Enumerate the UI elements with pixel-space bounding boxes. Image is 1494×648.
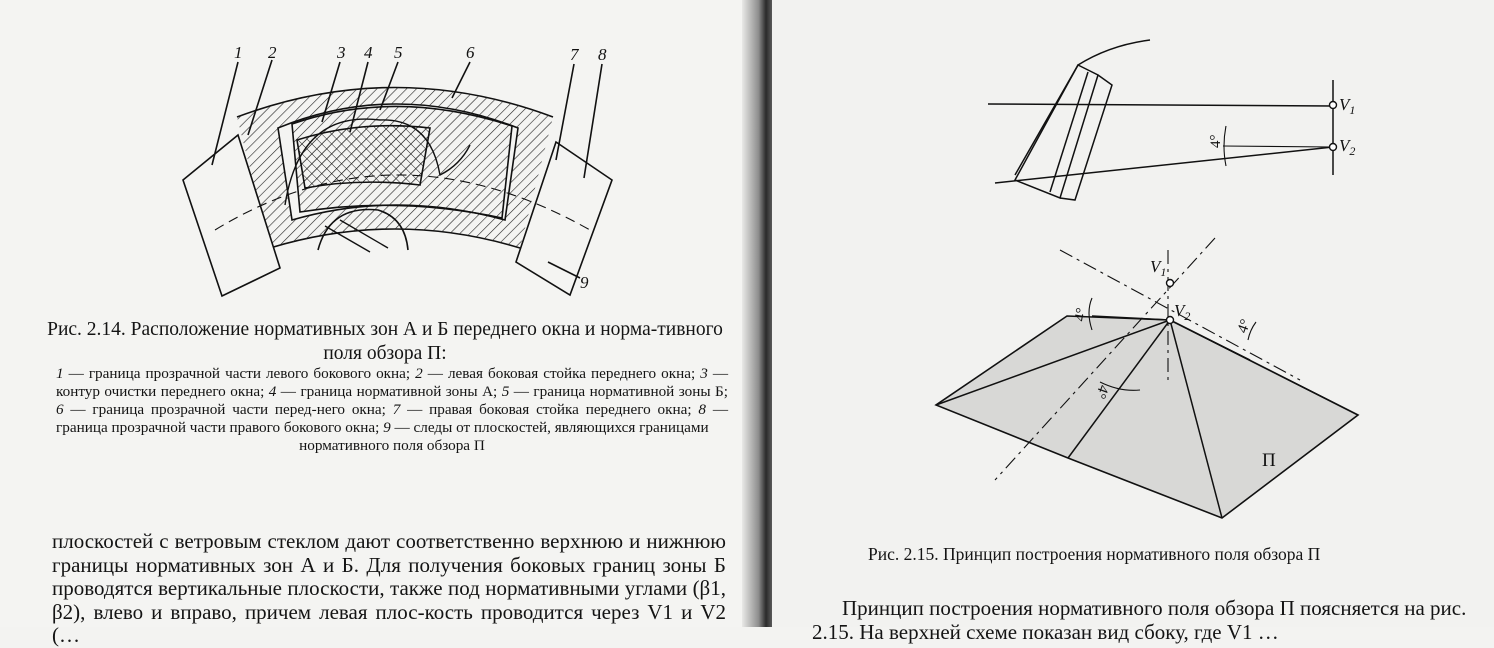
point-v1-top: $V_1$ — [1150, 257, 1167, 279]
legend-num-6: 6 — [56, 401, 64, 418]
fig-label-2: 2 — [268, 43, 277, 62]
angle-label-left: 4° — [1072, 306, 1091, 323]
legend-num-5: 5 — [501, 383, 510, 400]
angle-label-bottom: 4° — [1091, 382, 1112, 401]
point-v2-side: $V_2$ — [1339, 136, 1356, 158]
legend-num-8: 8 — [698, 401, 707, 418]
point-v1-side: $V_1$ — [1339, 95, 1356, 117]
figure-2-14-caption: Рис. 2.14. Расположение нормативных зон А и Б переднего окна и норма-тивного поля обзора П: — [47, 319, 723, 364]
point-v2-top: $V_2$ — [1174, 301, 1191, 323]
fig-label-8: 8 — [598, 45, 607, 64]
legend-text-5: — граница нормативной зоны Б; — [509, 383, 728, 400]
windshield-side-outline — [1015, 40, 1150, 175]
legend-text-2: — левая боковая стойка переднего окна; — [422, 365, 701, 382]
legend-text-6: — граница прозрачной части перед-него окна; — [63, 401, 393, 418]
fig-label-9: 9 — [580, 273, 589, 292]
fig-label-3: 3 — [337, 43, 346, 62]
view-field-zone — [936, 316, 1358, 518]
legend-text-1: — граница прозрачной части левого бокового окна; — [63, 365, 416, 382]
legend-text-7: — правая боковая стойка переднего окна; — [400, 401, 699, 418]
legend-num-7: 7 — [392, 401, 401, 418]
fig-label-1: 1 — [234, 43, 243, 62]
fig-label-4: 4 — [364, 43, 373, 62]
right-body-content: Принцип построения нормативного поля обзора П поясняется на рис. 2.15. На верхней схеме показан вид сбоку, где V1 … — [812, 596, 1467, 644]
legend-text-4: — граница нормативной зоны А; — [276, 383, 502, 400]
legend-num-9: 9 — [383, 419, 391, 436]
legend-num-1: 1 — [56, 365, 64, 382]
angle-label-side: 4° — [1208, 134, 1224, 148]
right-body-text — [812, 596, 1494, 644]
fig-label-5: 5 — [394, 43, 403, 62]
fig-label-6: 6 — [466, 43, 475, 62]
legend-last-line: нормативного поля обзора П — [299, 437, 485, 454]
figure-2-14-legend — [56, 365, 728, 455]
legend-num-4: 4 — [268, 383, 277, 400]
legend-text-8: — граница прозрачной части правого бокового окна; — [56, 401, 729, 436]
legend-text-9: — следы от плоскостей, являющихся границами — [390, 419, 709, 436]
legend-num-2: 2 — [415, 365, 423, 382]
figure-2-15-caption: Рис. 2.15. Принцип построения нормативного поля обзора П — [868, 544, 1321, 564]
legend-num-3: 3 — [700, 365, 708, 382]
angle-label-right: 4° — [1234, 317, 1255, 336]
fig-label-7: 7 — [570, 45, 579, 64]
left-body-text: плоскостей с ветровым стеклом дают соответственно верхнюю и нижнюю границы нормативных зон А и Б. Для получения боковых границ зоны Б проводятся вертикальные плоскости, также под нормативными углами (β1, β2), влево и вправо, причем левая плос-кость проводится через V1 и V2 (… — [52, 529, 726, 647]
zone-label-p: П — [1262, 450, 1276, 471]
legend-text-3: — контур очистки переднего окна; — [56, 365, 729, 400]
figure-2-15 — [772, 0, 1494, 540]
figure-2-14 — [0, 0, 760, 310]
